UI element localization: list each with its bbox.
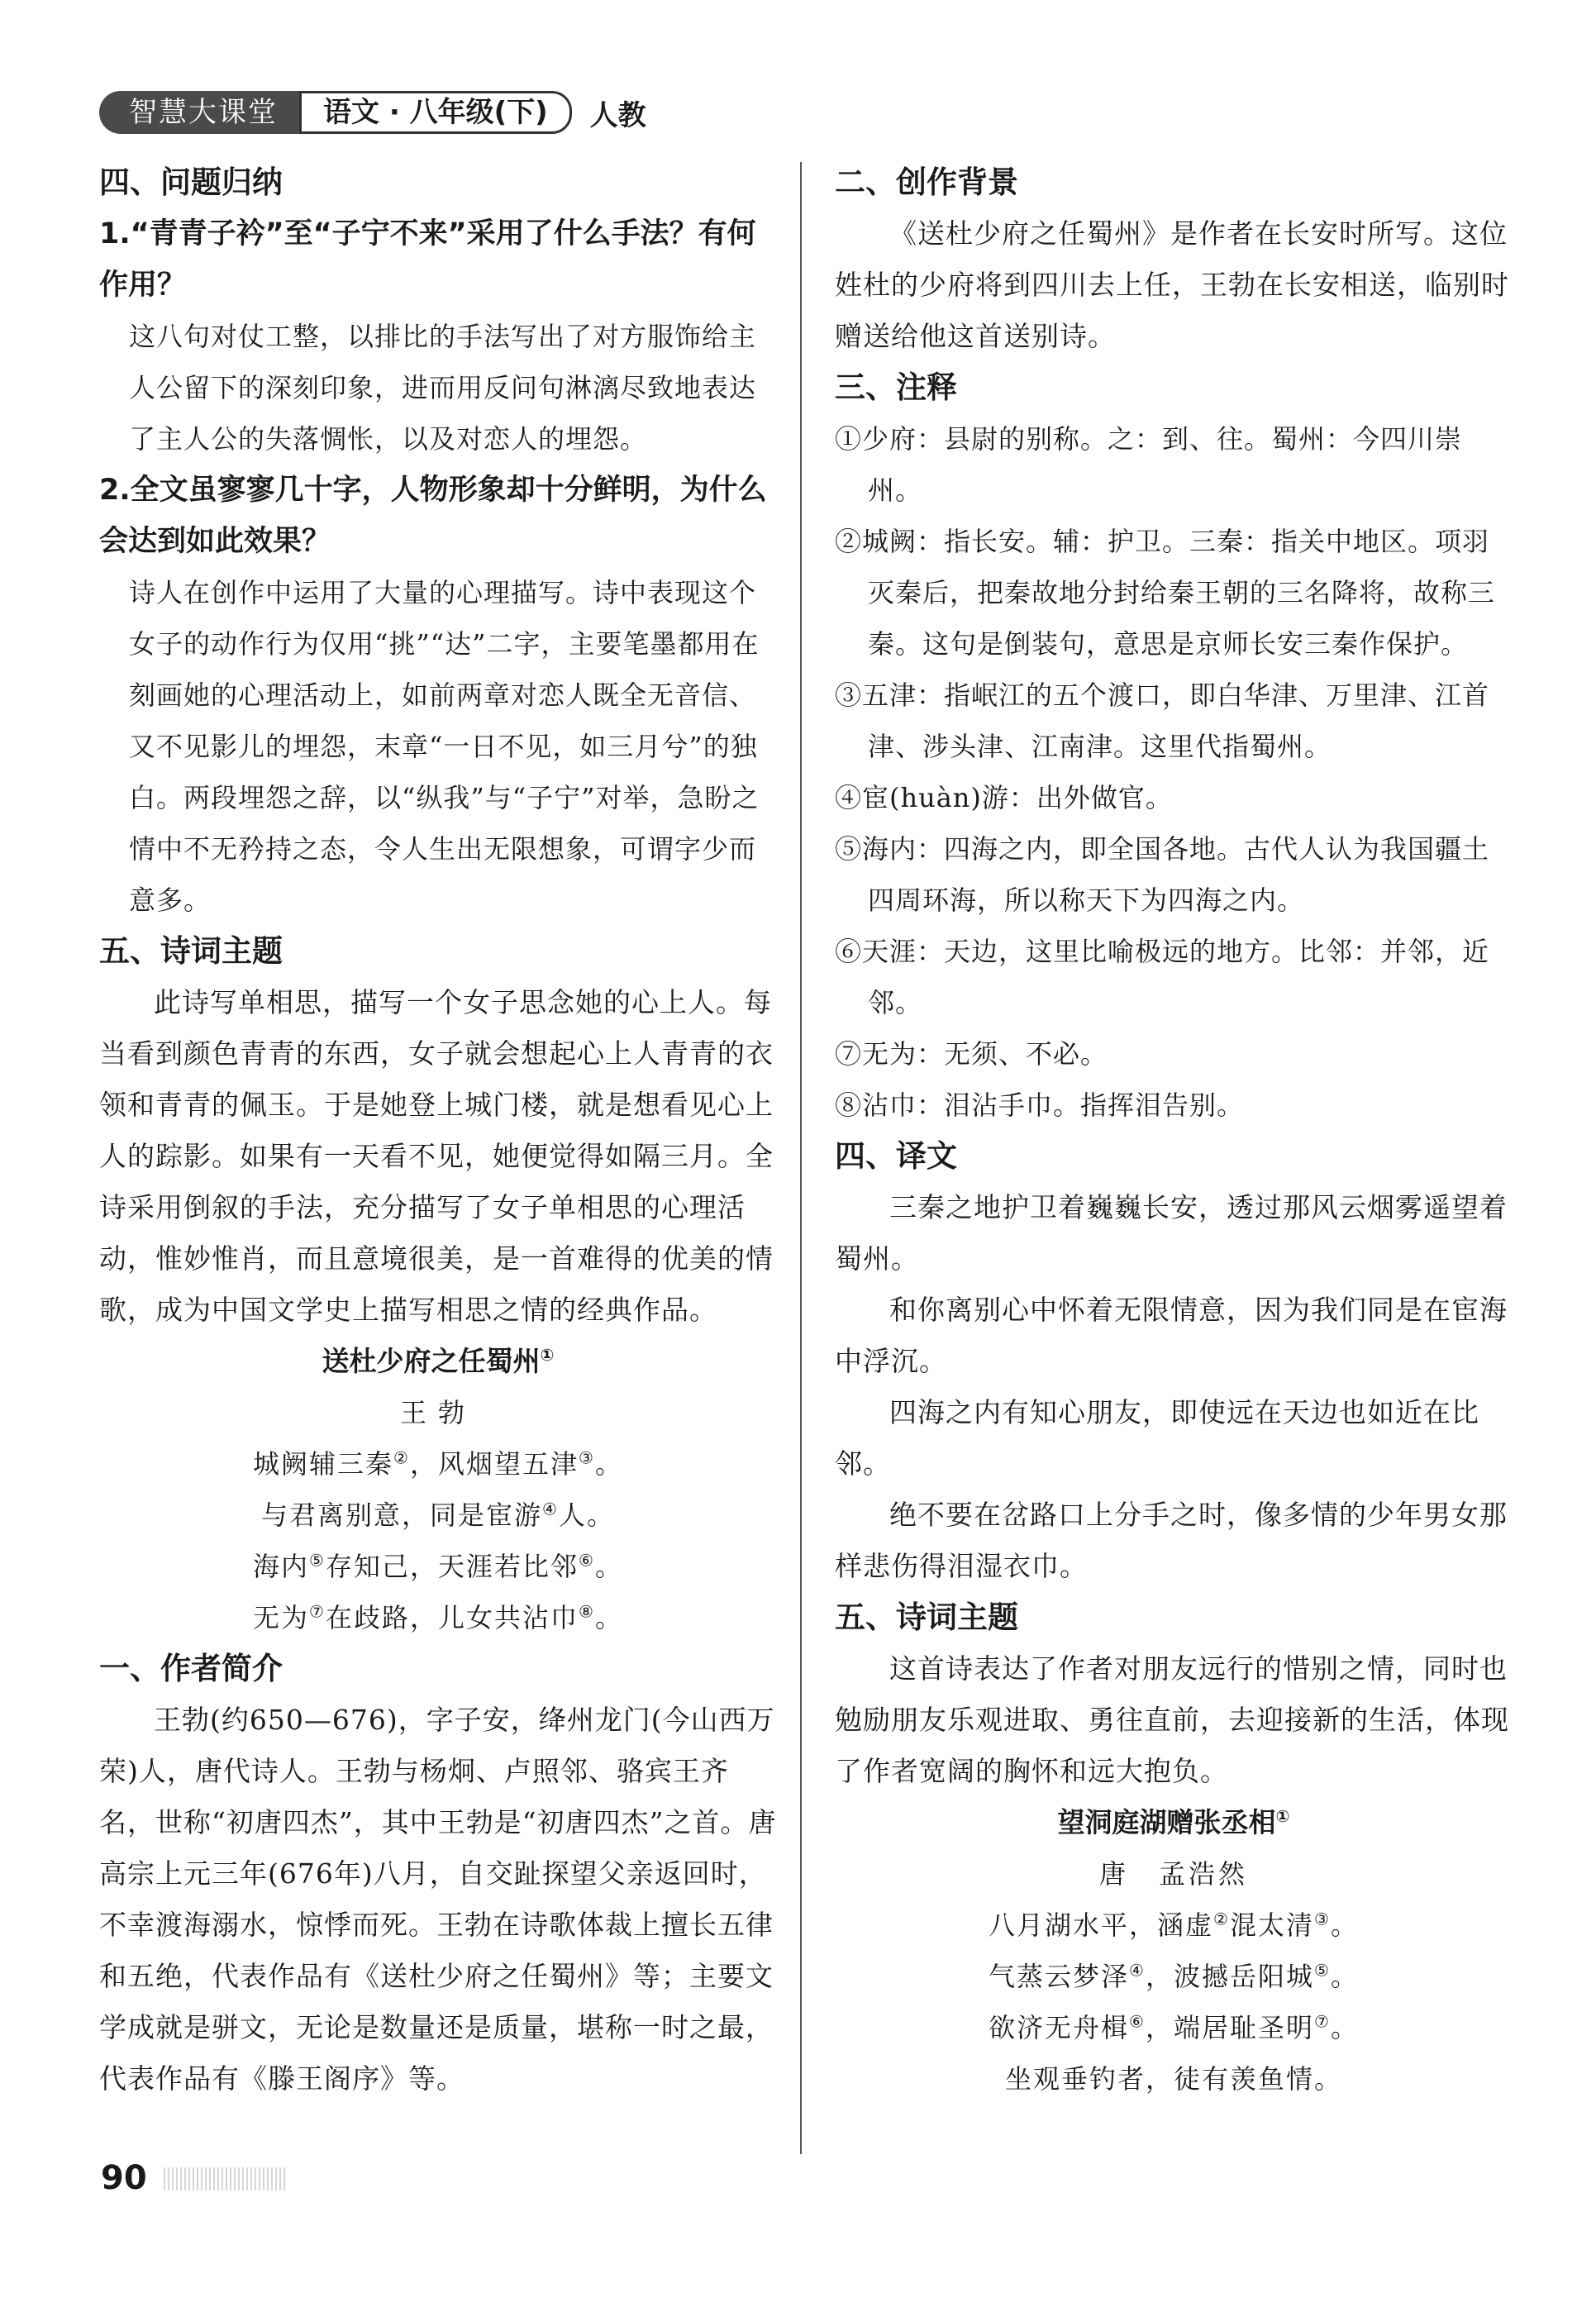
page-number: 90 — [101, 2159, 147, 2197]
right-column — [835, 157, 1513, 2105]
translation-line: 和你离别心中怀着无限情意，因为我们同是在宦海中浮沉。 — [835, 1294, 1508, 1377]
section-title-theme: 五、诗词主题 — [99, 933, 283, 969]
subject-label: 语文 · 八年级(下) — [299, 91, 572, 134]
poem2-line-1: 八月湖水平，涵虚②混太清③。 — [989, 1909, 1359, 1941]
poem-line-3: 海内⑤存知己，天涯若比邻⑥。 — [253, 1550, 623, 1582]
theme-text-2: 这首诗表达了作者对朋友远行的惜别之情，同时也勉励朋友乐观进取、勇往直前，去迎接新的生活，体现了作者宽阔的胸怀和远大抱负。 — [835, 1652, 1509, 1787]
brand-label: 智慧大课堂 — [99, 91, 301, 134]
question-2: 2.全文虽寥寥几十字，人物形象却十分鲜明，为什么会达到如此效果？ — [99, 474, 767, 558]
note-item: ④宦(huàn)游：出外做官。 — [835, 782, 1173, 813]
page-number-decoration — [164, 2167, 288, 2191]
left-column — [99, 157, 777, 2105]
note-item: ⑧沾巾：泪沾手巾。指挥泪告别。 — [835, 1089, 1245, 1121]
question-1: 1.“青青子衿”至“子宁不来”采用了什么手法？有何作用？ — [99, 217, 756, 302]
poem-line-1: 城阙辅三秦②，风烟望五津③。 — [253, 1447, 623, 1480]
translation-line: 三秦之地护卫着巍巍长安，透过那风云烟雾遥望着蜀州。 — [835, 1191, 1508, 1275]
note-item: ③五津：指岷江的五个渡口，即白华津、万里津、江首津、涉头津、江南津。这里代指蜀州。 — [835, 679, 1490, 762]
theme-text: 此诗写单相思，描写一个女子思念她的心上人。每当看到颜色青青的东西，女子就会想起心上人青青的衣领和青青的佩玉。于是她登上城门楼，就是想看见心上人的踪影。如果有一天看不见，她便觉得如隔三月。全诗采用倒叙的手法，充分描写了女子单相思的心理活动，惟妙惟肖，而且意境很美，是一首难得的优美的情歌，成为中国文学史上描写相思之情的经典作品。 — [99, 986, 774, 1326]
section-title-translation: 四、译文 — [835, 1138, 957, 1174]
note-item: ①少府：县尉的别称。之：到、往。蜀州：今四川崇州。 — [835, 423, 1463, 506]
answer-1: 这八句对仗工整，以排比的手法写出了对方服饰给主人公留下的深刻印象，进而用反问句淋漓尽致地表达了主人公的失落惆怅，以及对恋人的埋怨。 — [129, 321, 757, 455]
poem2-title: 望洞庭湖赠张丞相① — [1057, 1806, 1290, 1838]
page-header — [99, 89, 646, 136]
section-title-author: 一、作者简介 — [99, 1651, 283, 1686]
section-title-theme-2: 五、诗词主题 — [835, 1599, 1018, 1635]
note-item: ⑦无为：无须、不必。 — [835, 1038, 1108, 1070]
answer-2: 诗人在创作中运用了大量的心理描写。诗中表现这个女子的动作行为仅用“挑”“达”二字，主要笔墨都用在刻画她的心理活动上，如前两章对恋人既全无音信、又不见影儿的埋怨，末章“一日不见，如三月兮”的独白。两段埋怨之辞，以“纵我”与“子宁”对举，急盼之情中不无矜持之态，令人生出无限想象，可谓字少而意多。 — [129, 577, 760, 916]
edition-label: 人教 — [589, 98, 646, 132]
section-title-background: 二、创作背景 — [835, 164, 1018, 200]
column-divider — [800, 162, 802, 2154]
background-text: 《送杜少府之任蜀州》是作者在长安时所写。这位姓杜的少府将到四川去上任，王勃在长安相送，临别时赠送给他这首送别诗。 — [835, 217, 1509, 352]
note-item: ②城阙：指长安。辅：护卫。三秦：指关中地区。项羽灭秦后，把秦故地分封给秦王朝的三名降将，故称三秦。这句是倒装句，意思是京师长安三秦作保护。 — [835, 526, 1496, 660]
translation-line: 绝不要在岔路口上分手之时，像多情的少年男女那样悲伤得泪湿衣巾。 — [835, 1499, 1508, 1582]
translation-line: 四海之内有知心朋友，即使远在天边也如近在比邻。 — [835, 1396, 1479, 1480]
poem-title: 送杜少府之任蜀州① — [322, 1345, 555, 1377]
poem-author: 王勃 — [399, 1397, 476, 1428]
author-bio: 王勃(约650—676)，字子安，绛州龙门(今山西万荣)人，唐代诗人。王勃与杨炯、卢照邻、骆宾王齐名，世称“初唐四杰”，其中王勃是“初唐四杰”之首。唐高宗上元三年(676年)八月，自交趾探望父亲返回时，不幸渡海溺水，惊悸而死。王勃在诗歌体裁上擅长五律和五绝，代表作品有《送杜少府之任蜀州》等；主要文学成就是骈文，无论是数量还是质量，堪称一时之最，代表作品有《滕王阁序》等。 — [99, 1704, 777, 2095]
note-item: ⑤海内：四海之内，即全国各地。古代人认为我国疆土四周环海，所以称天下为四海之内。 — [835, 833, 1490, 916]
section-title-problems: 四、问题归纳 — [99, 164, 283, 200]
poem2-line-4: 坐观垂钓者，徒有羡鱼情。 — [1004, 2063, 1342, 2095]
note-item: ⑥天涯：天边，这里比喻极远的地方。比邻：并邻，近邻。 — [835, 936, 1490, 1018]
section-title-notes: 三、注释 — [835, 369, 957, 405]
poem2-line-2: 气蒸云梦泽④，波撼岳阳城⑤。 — [989, 1960, 1359, 1992]
poem-line-2: 与君离别意，同是宦游④人。 — [261, 1499, 615, 1531]
poem-line-4: 无为⑦在歧路，儿女共沾巾⑧。 — [253, 1601, 623, 1633]
poem2-line-3: 欲济无舟楫⑥，端居耻圣明⑦。 — [989, 2011, 1359, 2043]
poem2-author: 唐 孟浩然 — [1098, 1858, 1248, 1890]
